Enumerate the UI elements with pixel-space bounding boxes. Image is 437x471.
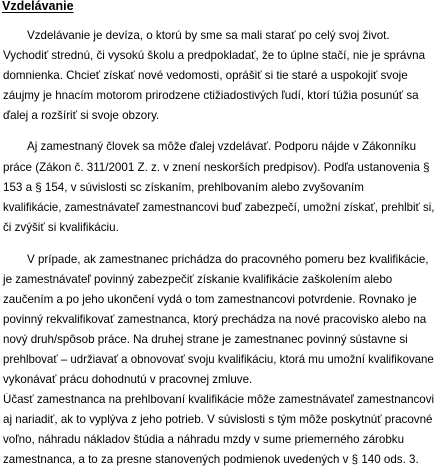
paragraph-line: záujmy je hnacím motorom prirodzene ctižiadostivých ľudí, ktorí túžia posunúť sa <box>3 89 419 102</box>
paragraph-line: domnienka. Chcieť získať nové vedomosti, oprášiť si tie staré a uspokojiť svoje <box>3 69 408 82</box>
paragraph-line: práce (Zákon č. 311/2001 Z. z. v znení neskorších predpisov). Podľa ustanovenia § <box>3 161 430 174</box>
paragraph-line: Účasť zamestnanca na prehlbovaní kvalifikácie môže zamestnávateľ zamestnancovi <box>3 393 435 406</box>
paragraph-line: povinný rekvalifikovať zamestnanca, ktorý prechádza na nové pracovisko alebo na <box>3 313 427 326</box>
paragraph-line: je zamestnávateľ povinný zabezpečiť získanie kvalifikácie zaškolením alebo <box>3 273 393 286</box>
paragraph-line: Aj zamestnaný človek sa môže ďalej vzdelávať. Podporu nájde v Zákonníku <box>27 140 417 153</box>
paragraph-line: či zvýšiť si kvalifikáciu. <box>3 221 119 234</box>
paragraph-line: zamestnanca, a to za presne stanovených podmienok uvedených v § 140 ods. 3. <box>3 453 419 466</box>
document-title: Vzdelávanie <box>2 0 74 13</box>
paragraph-line: prehlbovať – udržiavať a obnovovať svoju kvalifikáciu, ktorá mu umožní kvalifikovane <box>3 353 434 366</box>
paragraph-line: Vzdelávanie je devíza, o ktorú by sme sa mali starať po celý svoj život. <box>27 29 390 42</box>
paragraph-line: ďalej a rozšíriť si svoje obzory. <box>3 109 160 122</box>
paragraph-line: nový druh/spôsob práce. Na druhej strane je zamestnanec povinný sústavne si <box>3 333 408 346</box>
paragraph-line: aj nariadiť, ak to vyplýva z jeho potrieb. V súvislosti s tým môže poskytnúť pracovné <box>3 413 433 426</box>
paragraph-line: voľno, náhradu nákladov štúdia a náhradu mzdy v sume priemerného zárobku <box>3 433 405 446</box>
paragraph-line: Vychodiť strednú, či vysokú školu a predpokladať, že to úplne stačí, nie je správna <box>3 49 426 62</box>
paragraph-line: vykonávať prácu dohodnutú v pracovnej zmluve. <box>3 373 253 386</box>
paragraph-line: 153 a § 154, v súvislosti sc získaním, prehlbovaním alebo zvyšovaním <box>3 181 364 194</box>
paragraph-line: zaučením a po jeho ukončení vydá o tom zamestnancovi potvrdenie. Rovnako je <box>3 293 417 306</box>
paragraph-line: V prípade, ak zamestnanec prichádza do pracovného pomeru bez kvalifikácie, <box>27 253 429 266</box>
paragraph-line: kvalifikácie, zamestnávateľ zamestnancovi buď zabezpečí, umožní získať, prehĺbiť si, <box>3 201 435 214</box>
